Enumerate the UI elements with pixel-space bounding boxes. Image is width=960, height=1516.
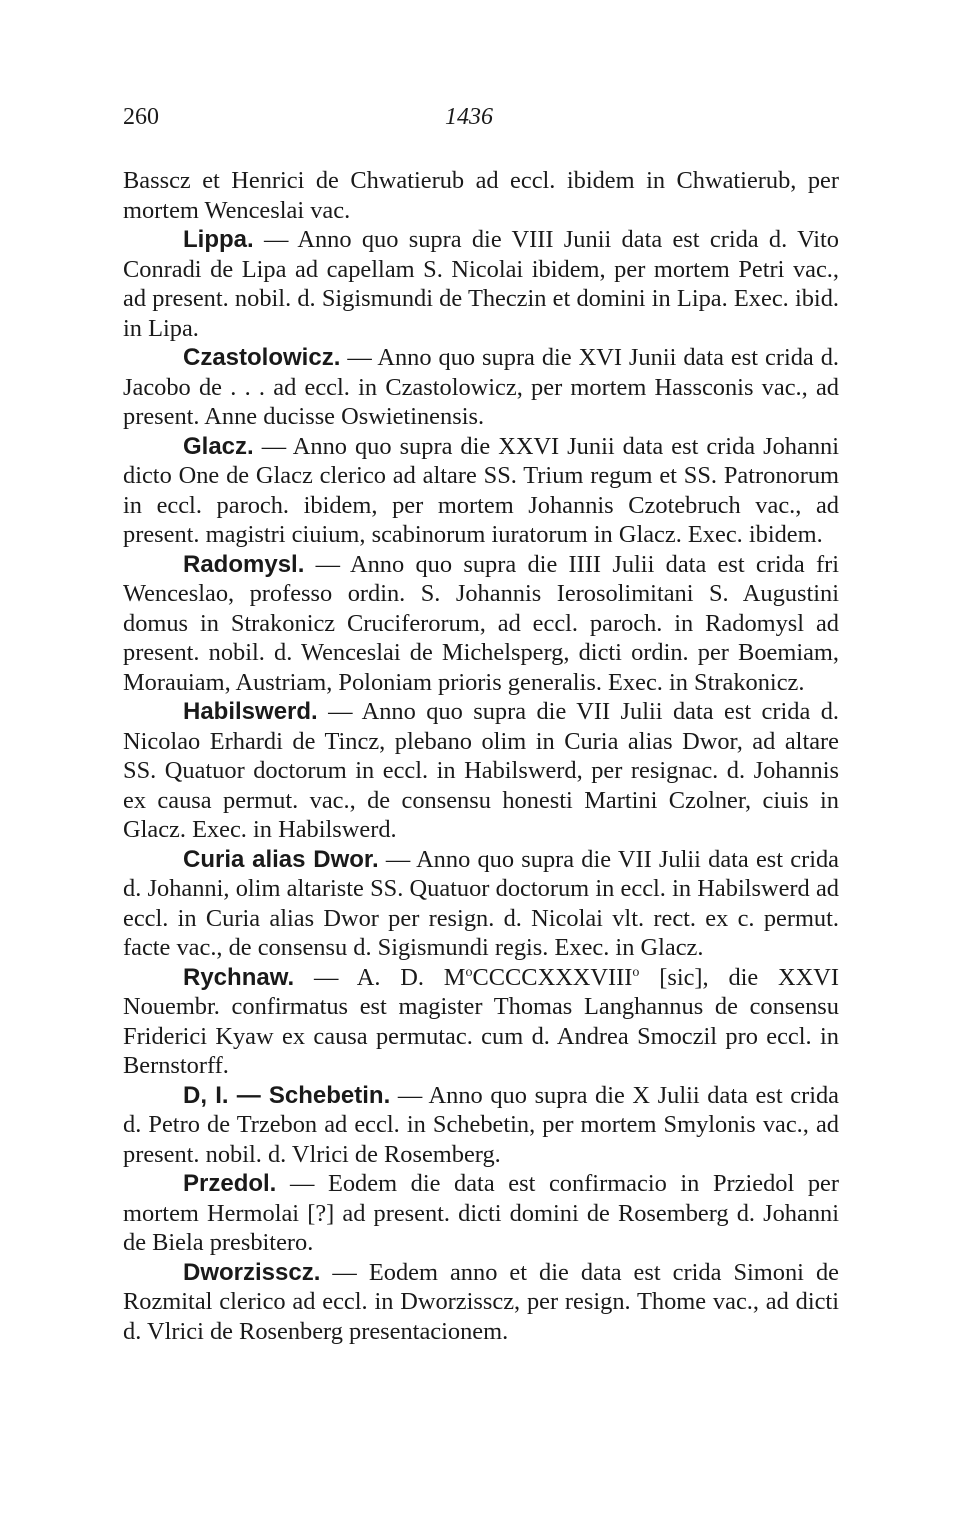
entry-heading: Radomysl. [183,550,305,578]
entry-heading: Przedol. [183,1170,277,1197]
entry-text: — Anno quo supra die VIII Junii data est crida d. Vito Conradi de Lipa ad capellam S. Nicolai ibidem, per mortem Petri vac., ad present. nobil. d. Sigismundi de Theczin et domini in Lipa. Exec. ibid. in Lipa. [123,226,839,342]
entry-text: — Eodem die data est confirmacio in Prziedol per mortem Hermolai [?] ad present. dicti domini de Rosemberg d. Johanni de Biela presbitero. [123,1170,839,1256]
page [123,100,839,1346]
entry-paragraph [123,1169,839,1258]
entry-heading: Lippa. [183,226,254,253]
entry-text-prefix: — A. D. M [294,963,466,991]
page-number: 260 [123,104,159,130]
entry-text: [sic], die XXVI Nouembr. confirmatus est magister Thomas Langhannus de consensu Friderici Kyaw ex causa permutac. cum d. Andrea Smoczil pro eccl. in Bernstorff. [123,963,840,1079]
running-year: 1436 [445,104,493,130]
entry-text: — Anno quo supra die VII Julii data est crida d. Johanni, olim altariste SS. Quatuor doctorum in eccl. in Habilswerd ad eccl. in Curia alias Dwor per resign. d. Nicolai vlt. rect. ex c. permut. facte vac., de consensu d. Sigismundi regis. Exec. in Glacz. [123,845,839,961]
entry-heading: Habilswerd. [183,698,318,725]
entry-paragraph [123,697,839,845]
entry-paragraph [123,550,839,698]
entry-heading: D, I. — Schebetin. [183,1081,391,1109]
entry-text: — Anno quo supra die VII Julii data est crida d. Nicolao Erhardi de Tincz, plebano olim in Curia alias Dwor, ad altare SS. Quatuor doctorum in eccl. in Habilswerd, per resignac. d. Johannis ex causa permut. vac., de consensu honesti Martini Czolner, ciuis in Glacz. Exec. in Habilswerd. [123,698,839,843]
entry-text: — Anno quo supra die XXVI Junii data est crida Johanni dicto One de Glacz clerico ad altare SS. Trium regum et SS. Patronorum in eccl. paroch. ibidem, per mortem Johannis Czotebruch vac., ad present. magistri ciuium, scabinorum iuratorum in Glacz. Exec. ibidem. [123,432,839,548]
entry-paragraph [123,1258,839,1347]
entry-paragraph [123,166,839,225]
superscript-o: o [465,964,473,980]
entry-text: — Anno quo supra die IIII Julii data est crida fri Wenceslao, professo ordin. S. Johannis Ierosolimitani S. Augustini domus in Strakonicz Cruciferorum, ad eccl. paroch. in Radomysl ad present. nobil. d. Wenceslai de Michelsperg, dicti ordin. per Boemiam, Morauiam, Austriam, Poloniam prioris generalis. Exec. in Strakonicz. [123,550,839,696]
entry-text: — Anno quo supra die X Julii data est crida d. Petro de Trzebon ad eccl. in Schebetin, per mortem Smylonis vac., ad present. nobil. d. Vlrici de Rosemberg. [123,1081,839,1168]
entry-heading: Glacz. [183,432,254,460]
entry-heading: Rychnaw. [183,963,295,991]
entry-paragraph [123,845,839,963]
entry-heading: Curia alias Dwor. [183,845,379,873]
entry-text-numeral: CCCCXXXVIII [472,963,633,991]
entry-paragraph [123,225,839,343]
entry-heading: Czastolowicz. [183,344,341,371]
entry-text: — Eodem anno et die data est crida Simoni de Rozmital clerico ad eccl. in Dworzisscz, per resign. Thome vac., ad dicti d. Vlrici de Rosenberg presentacionem. [123,1258,839,1345]
entry-paragraph [123,343,839,432]
entry-paragraph [123,1081,839,1170]
entry-paragraph [123,432,839,550]
entry-paragraph [123,963,839,1081]
entry-text: — Anno quo supra die XVI Junii data est crida d. Jacobo de . . . ad eccl. in Czastolowicz, per mortem Hassconis vac., ad present. Anne ducisse Oswietinensis. [123,344,839,430]
page-header [123,100,839,144]
body-text [123,166,839,1346]
entry-heading: Dworzisscz. [183,1258,321,1286]
superscript-o: o [632,964,640,980]
entry-text: Basscz et Henrici de Chwatierub ad eccl. ibidem in Chwatierub, per mortem Wenceslai vac. [123,167,839,224]
